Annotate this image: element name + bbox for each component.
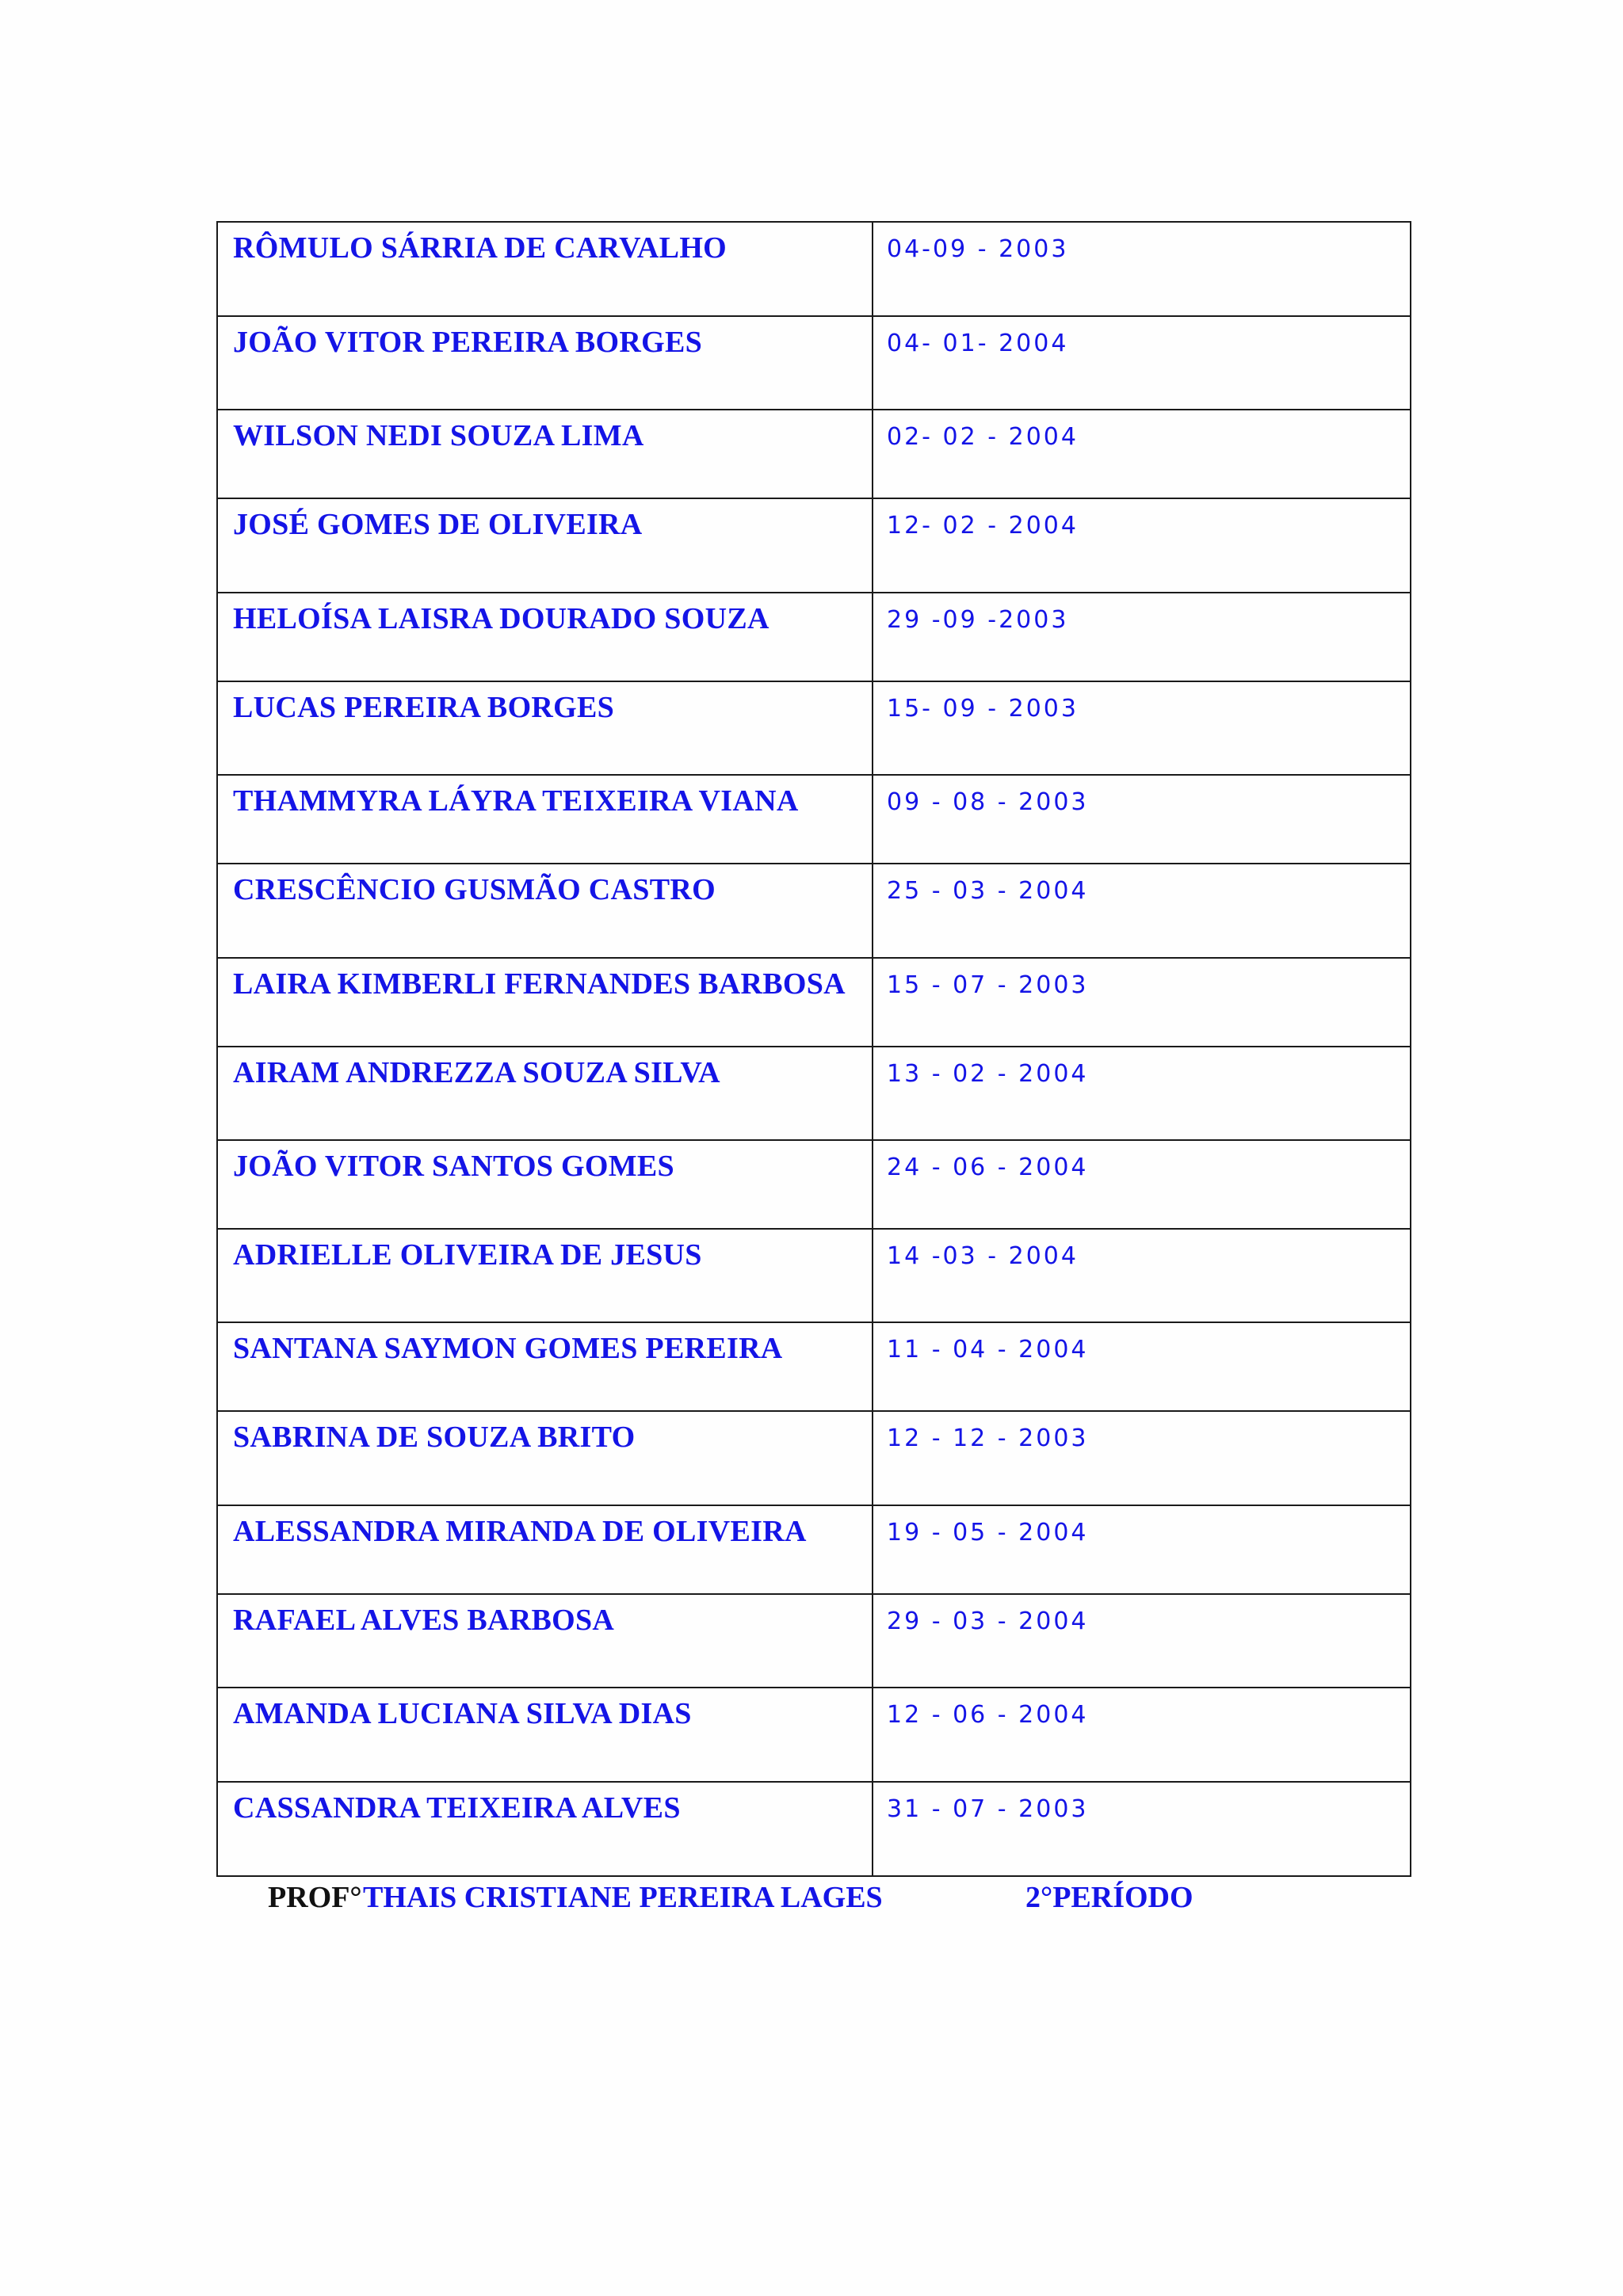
student-name: JOSÉ GOMES DE OLIVEIRA	[217, 498, 873, 593]
student-rows	[217, 222, 1411, 1876]
table-row	[217, 1047, 1411, 1140]
birth-date: 09 - 08 - 2003	[873, 775, 1411, 864]
student-name: AMANDA LUCIANA SILVA DIAS	[217, 1688, 873, 1782]
table-row	[217, 1322, 1411, 1411]
table-row	[217, 1594, 1411, 1688]
table-row	[217, 1688, 1411, 1782]
student-name: ADRIELLE OLIVEIRA DE JESUS	[217, 1229, 873, 1322]
birth-date: 13 - 02 - 2004	[873, 1047, 1411, 1140]
student-name: RAFAEL ALVES BARBOSA	[217, 1594, 873, 1688]
student-name: AIRAM ANDREZZA SOUZA SILVA	[217, 1047, 873, 1140]
teacher-name: THAIS CRISTIANE PEREIRA LAGES	[363, 1881, 883, 1914]
birth-date: 04-09 - 2003	[873, 222, 1411, 316]
table-row	[217, 498, 1411, 593]
birth-date: 15 - 07 - 2003	[873, 958, 1411, 1047]
table-row	[217, 316, 1411, 410]
birth-date: 15- 09 - 2003	[873, 681, 1411, 775]
prof-label: PROF°	[268, 1881, 362, 1914]
table-row	[217, 864, 1411, 958]
birth-date: 29 - 03 - 2004	[873, 1594, 1411, 1688]
student-name: HELOÍSA LAISRA DOURADO SOUZA	[217, 593, 873, 681]
table-row	[217, 222, 1411, 316]
table-row	[217, 681, 1411, 775]
table-row	[217, 1140, 1411, 1229]
footer	[0, 1878, 1623, 1918]
student-name: RÔMULO SÁRRIA DE CARVALHO	[217, 222, 873, 316]
student-table	[216, 221, 1411, 1877]
student-name: LAIRA KIMBERLI FERNANDES BARBOSA	[217, 958, 873, 1047]
student-name: JOÃO VITOR PEREIRA BORGES	[217, 316, 873, 410]
birth-date: 04- 01- 2004	[873, 316, 1411, 410]
birth-date: 29 -09 -2003	[873, 593, 1411, 681]
table-row	[217, 410, 1411, 498]
student-name: ALESSANDRA MIRANDA DE OLIVEIRA	[217, 1505, 873, 1594]
table-row	[217, 593, 1411, 681]
table-row	[217, 1505, 1411, 1594]
student-name: LUCAS PEREIRA BORGES	[217, 681, 873, 775]
student-name: JOÃO VITOR SANTOS GOMES	[217, 1140, 873, 1229]
student-name: SABRINA DE SOUZA BRITO	[217, 1411, 873, 1505]
birth-date: 19 - 05 - 2004	[873, 1505, 1411, 1594]
student-name: THAMMYRA LÁYRA TEIXEIRA VIANA	[217, 775, 873, 864]
student-name: SANTANA SAYMON GOMES PEREIRA	[217, 1322, 873, 1411]
student-name: CASSANDRA TEIXEIRA ALVES	[217, 1782, 873, 1876]
table-row	[217, 775, 1411, 864]
table-row	[217, 1411, 1411, 1505]
birth-date: 12- 02 - 2004	[873, 498, 1411, 593]
birth-date: 12 - 06 - 2004	[873, 1688, 1411, 1782]
birth-date: 02- 02 - 2004	[873, 410, 1411, 498]
table-row	[217, 1229, 1411, 1322]
birth-date: 12 - 12 - 2003	[873, 1411, 1411, 1505]
student-name: WILSON NEDI SOUZA LIMA	[217, 410, 873, 498]
student-name: CRESCÊNCIO GUSMÃO CASTRO	[217, 864, 873, 958]
birth-date: 11 - 04 - 2004	[873, 1322, 1411, 1411]
period-label: 2°PERÍODO	[1025, 1881, 1193, 1914]
table-row	[217, 958, 1411, 1047]
birth-date: 31 - 07 - 2003	[873, 1782, 1411, 1876]
birth-date: 25 - 03 - 2004	[873, 864, 1411, 958]
birth-date: 14 -03 - 2004	[873, 1229, 1411, 1322]
table-row	[217, 1782, 1411, 1876]
birth-date: 24 - 06 - 2004	[873, 1140, 1411, 1229]
